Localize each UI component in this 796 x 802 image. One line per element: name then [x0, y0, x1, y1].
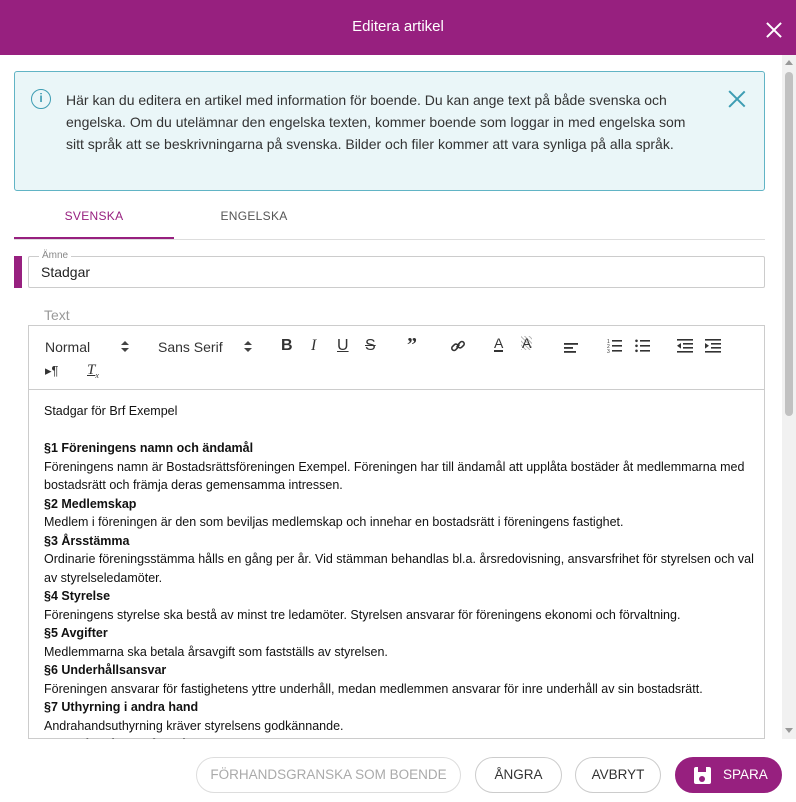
info-text: Här kan du editera en artikel med information för boende. Du kan ange text på både svenska och engelska. Om du utelämnar den engelska texten, kommer boende som loggar in med engelska som sitt språk att se beskrivningarna på svenska. Bilder och filer kommer att vara synliga på alla språk. [66, 92, 686, 152]
rich-text-editor [28, 325, 765, 739]
scroll-up-icon[interactable] [785, 60, 793, 65]
outdent-icon[interactable] [677, 338, 693, 353]
clear-format-icon[interactable]: $T_x$ [87, 362, 99, 380]
text-label: Text [44, 307, 70, 323]
close-icon[interactable] [764, 20, 784, 40]
save-button[interactable] [675, 757, 782, 793]
section-heading: §3 Årsstämma [44, 533, 130, 548]
cancel-button[interactable]: AVBRYT [575, 757, 661, 793]
bullet-list-icon[interactable] [635, 338, 650, 353]
section-heading: §1 Föreningens namn och ändamål [44, 441, 254, 455]
scroll-down-icon[interactable] [785, 728, 793, 733]
italic-icon[interactable]: I [311, 337, 317, 354]
header-select[interactable]: Normal [45, 339, 91, 355]
undo-button[interactable]: ÅNGRA [475, 757, 562, 793]
font-select-arrows-icon[interactable] [244, 341, 252, 353]
svg-text:3: 3 [607, 349, 610, 353]
section-heading: §6 Underhållsansvar [44, 663, 167, 677]
section-heading: §7 Uthyrning i andra hand [44, 700, 199, 714]
link-icon[interactable] [450, 338, 466, 354]
dialog-header [0, 0, 796, 55]
tab-engelska[interactable]: ENGELSKA [220, 209, 288, 223]
subject-field [28, 250, 765, 288]
editor-content[interactable] [44, 402, 754, 754]
svg-text:1: 1 [607, 339, 610, 345]
underline-icon[interactable]: U [337, 337, 349, 354]
scrollbar-thumb[interactable] [785, 72, 793, 416]
section-heading: §5 Avgifter [44, 626, 108, 640]
dialog-title: Editera artikel [352, 18, 444, 35]
header-select-arrows-icon[interactable] [121, 341, 129, 353]
section-body: Föreningens styrelse ska bestå av minst tre ledamöter. Styrelsen ansvarar för föreningens ekonomi och förvaltning. [44, 607, 681, 622]
dismiss-icon[interactable] [728, 90, 746, 108]
section-body: Medlemmarna ska betala årsavgift som fastställs av styrelsen. [44, 644, 388, 659]
section-body: Andrahandsuthyrning kräver styrelsens godkännande. [44, 718, 344, 733]
info-icon: i [31, 89, 51, 109]
text-direction-icon[interactable]: ▸¶ [45, 363, 59, 378]
section-heading: §4 Styrelse [44, 589, 111, 603]
align-icon[interactable] [564, 340, 579, 354]
subject-label: Ämne [39, 250, 71, 261]
subject-input[interactable] [41, 264, 741, 280]
section-body: Föreningen ansvarar för fastighetens yttre underhåll, medan medlemmen ansvarar för inre underhåll av sin bostadsrätt. [44, 681, 703, 696]
section-heading: §2 Medlemskap [44, 496, 137, 511]
strike-icon[interactable]: S [365, 337, 376, 354]
section-body: Ordinarie föreningsstämma hålls en gång per år. Vid stämman behandlas bl.a. årsredovisning, ansvarsfrihet för styrelsen och val av styrelseledamöter. [44, 552, 754, 585]
save-label: SPARA [723, 767, 768, 782]
ordered-list-icon[interactable] [607, 338, 622, 353]
language-tabs [14, 196, 765, 240]
background-color-icon[interactable]: A [522, 335, 532, 351]
preview-as-resident-button[interactable]: FÖRHANDSGRANSKA SOM BOENDE [196, 757, 461, 793]
text-color-icon[interactable]: A [494, 335, 504, 351]
blockquote-icon[interactable]: ” [407, 334, 417, 356]
dialog-footer [0, 739, 796, 802]
tab-svenska[interactable]: SVENSKA [14, 196, 174, 239]
save-icon [694, 767, 711, 784]
bold-icon[interactable]: B [281, 337, 293, 354]
content-intro: Stadgar för Brf Exempel [44, 404, 178, 418]
indent-icon[interactable] [705, 338, 721, 353]
editor-toolbar [29, 326, 764, 390]
svg-text:2: 2 [607, 344, 610, 350]
section-body: Medlem i föreningen är den som beviljas medlemskap och innehar en bostadsrätt i föreningens fastighet. [44, 515, 624, 529]
section-body: Föreningens namn är Bostadsrättsföreningen Exempel. Föreningen har till ändamål att upplåta bostäder åt medlemmarna med bostadsrätt och främja deras gemensamma intressen. [44, 459, 745, 492]
font-select[interactable]: Sans Serif [158, 339, 223, 355]
info-banner [14, 71, 765, 191]
subject-accent-bar [14, 256, 22, 288]
